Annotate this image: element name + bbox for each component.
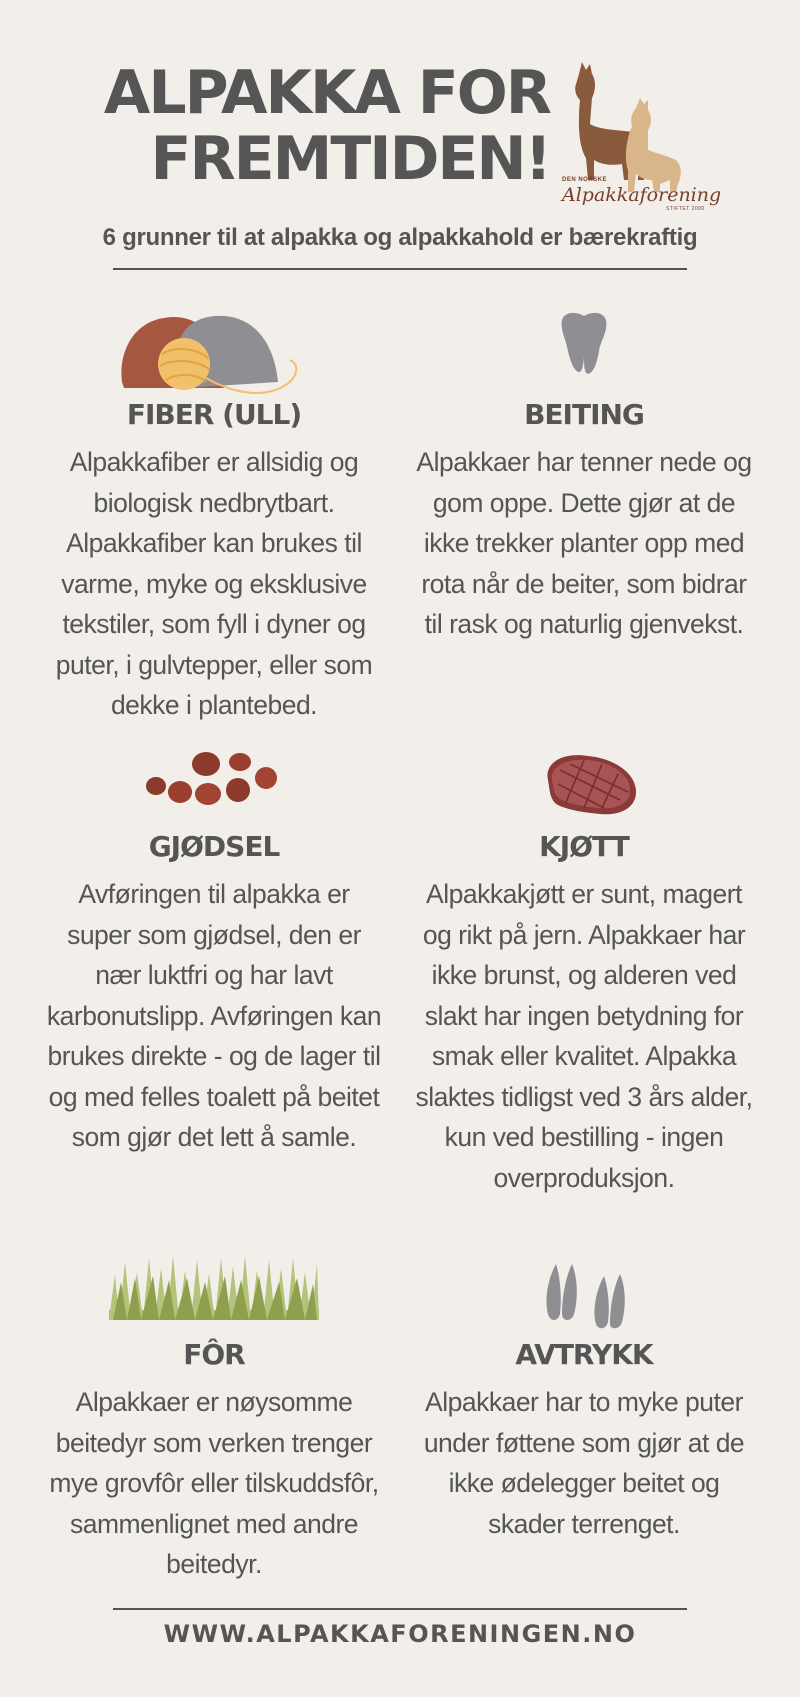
title-line-1: ALPAKKA FOR xyxy=(103,58,550,128)
logo-small-text: DEN NORSKE xyxy=(562,177,608,183)
title-line-2: FREMTIDEN! xyxy=(150,124,550,194)
footer-website-link[interactable]: WWW.ALPAKKAFORENINGEN.NO xyxy=(163,1620,637,1648)
footprints-icon xyxy=(540,1260,640,1330)
card-heading: GJØDSEL xyxy=(148,830,280,863)
card-heading: FIBER (ULL) xyxy=(126,398,302,431)
card-heading: FÔR xyxy=(183,1338,245,1371)
card-heading: AVTRYKK xyxy=(515,1338,653,1371)
logo-est-text: STIFTET 2000 xyxy=(666,206,705,212)
card-heading: BEITING xyxy=(524,398,644,431)
card-meat xyxy=(414,750,754,1240)
card-body: Alpakkaer har tenner nede og gom oppe. Dette gjør at de ikke trekker planter opp med rota når de beiter, som bidrar til rask og naturlig gjenvekst. xyxy=(416,447,752,639)
card-fiber xyxy=(44,290,384,730)
card-body: Alpakkaer er nøysomme beitedyr som verken trenger mye grovfôr eller tilskuddsfôr, sammenlignet med andre beitedyr. xyxy=(49,1387,379,1579)
card-body: Avføringen til alpakka er super som gjødsel, den er nær luktfri og har lavt karbonutslipp. Avføringen kan brukes direkte - og de lager til og med felles toalett på beitet som gjør det lett å samle. xyxy=(46,879,382,1152)
tooth-icon xyxy=(556,310,612,376)
card-grazing xyxy=(414,290,754,730)
card-heading: KJØTT xyxy=(539,830,629,863)
yarn-and-fiber-icon xyxy=(114,302,314,412)
card-body: Alpakkafiber er allsidig og biologisk nedbrytbart. Alpakkafiber kan brukes til varme, myke og eksklusive tekstiler, som fyll i dyner og puter, i gulvtepper, eller som dekke i plantebed. xyxy=(55,447,373,720)
manure-pellets-icon xyxy=(144,750,284,810)
card-feed xyxy=(44,1254,384,1594)
card-manure xyxy=(44,750,384,1210)
grass-icon xyxy=(109,1254,319,1320)
top-divider xyxy=(113,268,687,270)
page-title xyxy=(90,60,550,192)
card-body: Alpakkaer har to myke puter under føttene som gjør at de ikke ødelegger beitet og skader terrenget. xyxy=(423,1387,745,1539)
card-footprint xyxy=(414,1254,754,1554)
card-body: Alpakkakjøtt er sunt, magert og rikt på jern. Alpakkaer har ikke brunst, og alderen ved slakt har ingen betydning for smak eller kvalitet. Alpakka slaktes tidligst ved 3 års alder, kun ved bestilling - ingen overproduksjon. xyxy=(415,879,753,1193)
page-subtitle: 6 grunner til at alpakka og alpakkahold er bærekraftig xyxy=(102,224,698,251)
steak-icon xyxy=(540,752,640,818)
logo-name: Alpakkaforening xyxy=(562,184,722,206)
bottom-divider xyxy=(113,1608,687,1610)
